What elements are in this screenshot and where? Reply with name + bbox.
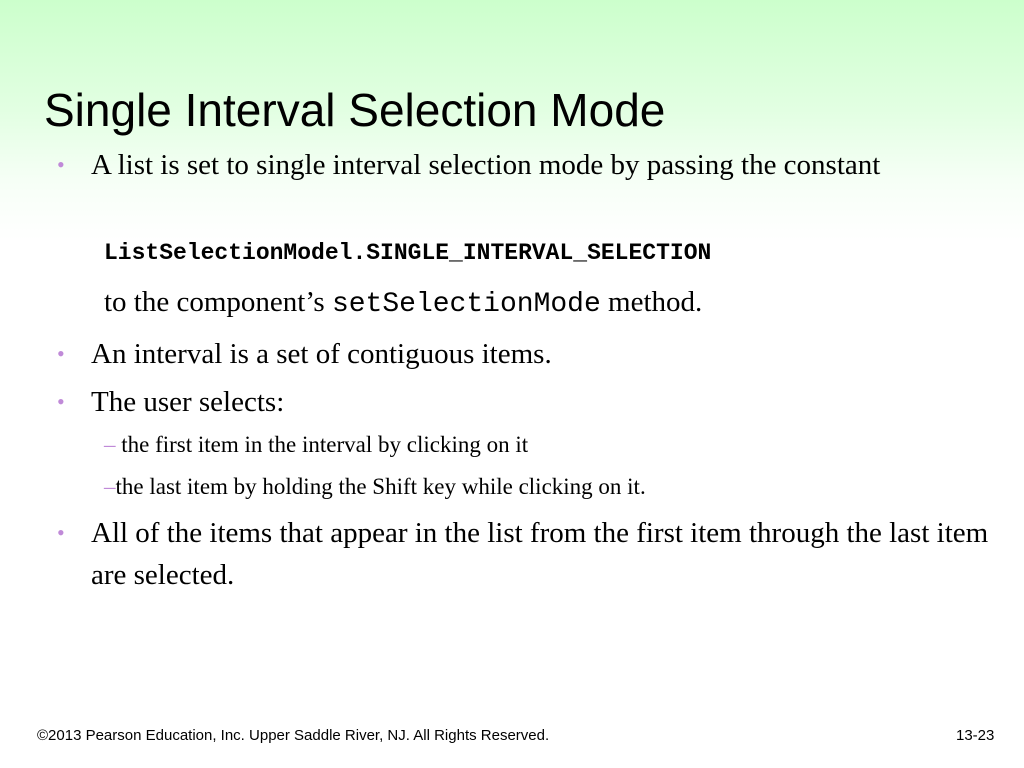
footer-copyright: ©2013 Pearson Education, Inc. Upper Saddle River, NJ. All Rights Reserved. — [37, 727, 550, 744]
continuation-text-after: method. — [600, 286, 703, 318]
bullet-user-selects — [57, 381, 991, 423]
bullet-text: A list is set to single interval selection mode by passing the constant — [91, 149, 881, 181]
bullet-interval-definition — [57, 333, 991, 375]
bullet-continuation — [104, 282, 702, 325]
dash-marker: – — [104, 432, 122, 457]
sub-bullet-text: the last item by holding the Shift key while clicking on it. — [115, 474, 646, 499]
bullet-marker: • — [57, 341, 65, 366]
bullet-text: The user selects: — [91, 386, 285, 418]
bullet-marker: • — [57, 389, 65, 414]
bullet-items-selected — [57, 512, 991, 596]
dash-marker: – — [104, 474, 116, 499]
bullet-text: An interval is a set of contiguous items. — [91, 338, 552, 370]
slide-title: Single Interval Selection Mode — [44, 84, 666, 136]
sub-bullet-first-item — [104, 430, 528, 460]
bullet-marker: • — [57, 520, 65, 545]
code-constant: ListSelectionModel.SINGLE_INTERVAL_SELECTION — [104, 240, 712, 266]
method-name: setSelectionMode — [331, 289, 601, 320]
bullet-marker: • — [57, 152, 65, 177]
sub-bullet-last-item — [104, 472, 646, 502]
footer-page-number: 13-23 — [956, 727, 995, 744]
bullet-single-interval-constant — [57, 144, 991, 186]
bullet-text: All of the items that appear in the list from the first item through the last item are selected. — [91, 517, 989, 591]
sub-bullet-text: the first item in the interval by clicking on it — [121, 432, 529, 457]
continuation-text-before: to the component’s — [104, 286, 332, 318]
